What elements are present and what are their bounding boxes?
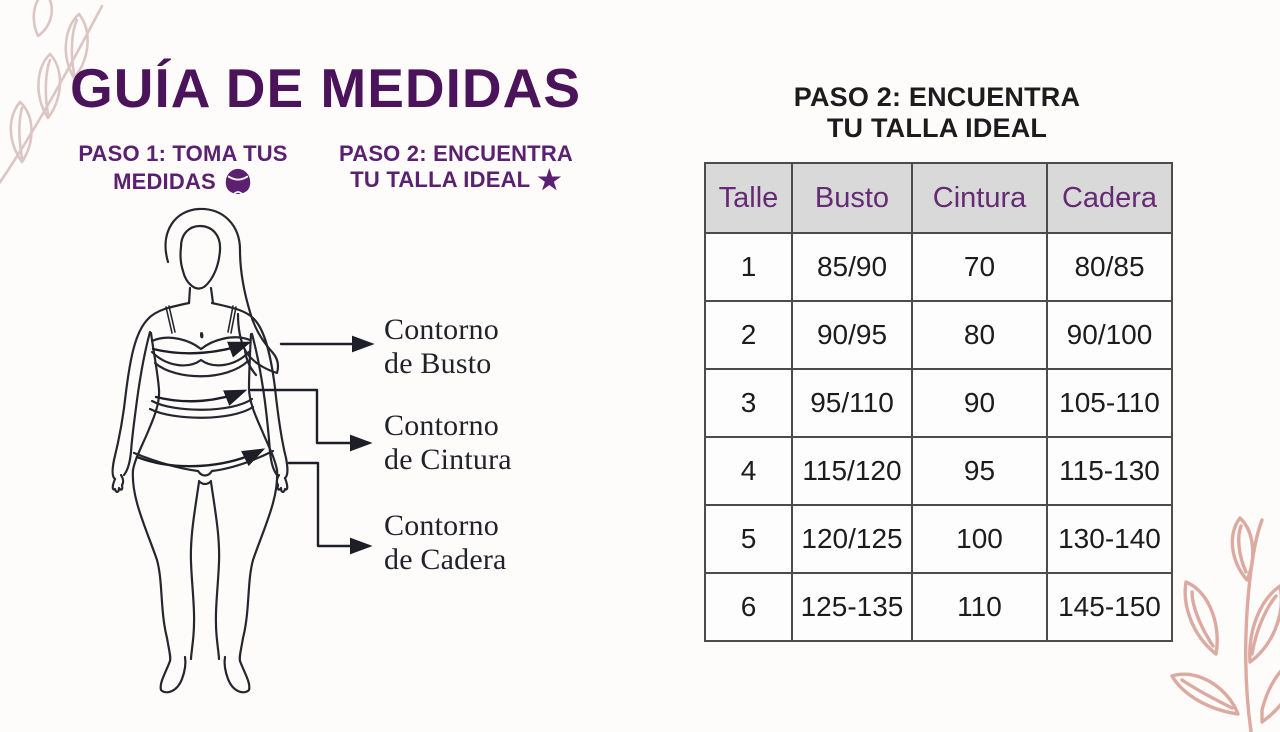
- size-table-header-row: [705, 163, 1172, 233]
- size-table: [704, 162, 1173, 642]
- size-table-header-cell: Cintura: [912, 163, 1047, 233]
- size-table-row: [705, 369, 1172, 437]
- size-table-cell: 130-140: [1047, 505, 1172, 573]
- step2-line2: TU TALLA IDEAL: [350, 167, 531, 192]
- waist-measure-arrow: [156, 391, 244, 401]
- body-figure-illustration: [113, 209, 288, 692]
- size-table-cell: 5: [705, 505, 792, 573]
- size-table-row: [705, 505, 1172, 573]
- step1-line2: MEDIDAS: [113, 168, 216, 194]
- size-table-cell: 115-130: [1047, 437, 1172, 505]
- size-table-cell: 3: [705, 369, 792, 437]
- size-table-header-cell: Talle: [705, 163, 792, 233]
- size-table-cell: 85/90: [792, 233, 912, 301]
- step2-heading: [336, 141, 576, 193]
- table-heading: [737, 82, 1137, 144]
- size-table-row: [705, 573, 1172, 641]
- size-table-cell: 100: [912, 505, 1047, 573]
- size-table-row: [705, 301, 1172, 369]
- size-table-cell: 90/100: [1047, 301, 1172, 369]
- step1-heading: [78, 141, 288, 196]
- bust-label: Contorno de Busto: [384, 313, 499, 380]
- size-table-cell: 4: [705, 437, 792, 505]
- step2-line1: PASO 2: ENCUENTRA: [338, 141, 573, 166]
- size-table-cell: 120/125: [792, 505, 912, 573]
- size-table-cell: 2: [705, 301, 792, 369]
- size-table-cell: 1: [705, 233, 792, 301]
- size-table-cell: 125-135: [792, 573, 912, 641]
- table-heading-line1: PASO 2: ENCUENTRA: [793, 82, 1081, 112]
- size-table-cell: 80: [912, 301, 1047, 369]
- size-table-cell: 110: [912, 573, 1047, 641]
- table-heading-line2: TU TALLA IDEAL: [826, 113, 1048, 143]
- hip-measure-arrow: [137, 450, 262, 466]
- bust-measure-arrow: [153, 343, 248, 353]
- size-table-cell: 95: [912, 437, 1047, 505]
- step1-line1: PASO 1: TOMA TUS: [78, 141, 288, 166]
- size-table-row: [705, 437, 1172, 505]
- size-table-cell: 105-110: [1047, 369, 1172, 437]
- size-table-cell: 115/120: [792, 437, 912, 505]
- page-title: GUÍA DE MEDIDAS: [70, 57, 582, 119]
- hip-label: Contorno de Cadera: [384, 509, 507, 576]
- size-table-cell: 80/85: [1047, 233, 1172, 301]
- size-table-cell: 70: [912, 233, 1047, 301]
- leaf-branch-bottom-right: [1172, 518, 1280, 732]
- measurement-arrows: [137, 343, 371, 546]
- skirt-measuring-icon: [223, 167, 253, 196]
- star-icon: ★: [537, 165, 562, 195]
- size-table-cell: 6: [705, 573, 792, 641]
- waist-label: Contorno de Cintura: [384, 409, 512, 476]
- hip-label-connector: [289, 463, 369, 546]
- size-table-cell: 95/110: [792, 369, 912, 437]
- size-table-header-cell: Busto: [792, 163, 912, 233]
- size-table-cell: 90/95: [792, 301, 912, 369]
- size-table-row: [705, 233, 1172, 301]
- size-table-cell: 90: [912, 369, 1047, 437]
- waist-label-connector: [251, 390, 369, 443]
- size-table-cell: 145-150: [1047, 573, 1172, 641]
- size-table-header-cell: Cadera: [1047, 163, 1172, 233]
